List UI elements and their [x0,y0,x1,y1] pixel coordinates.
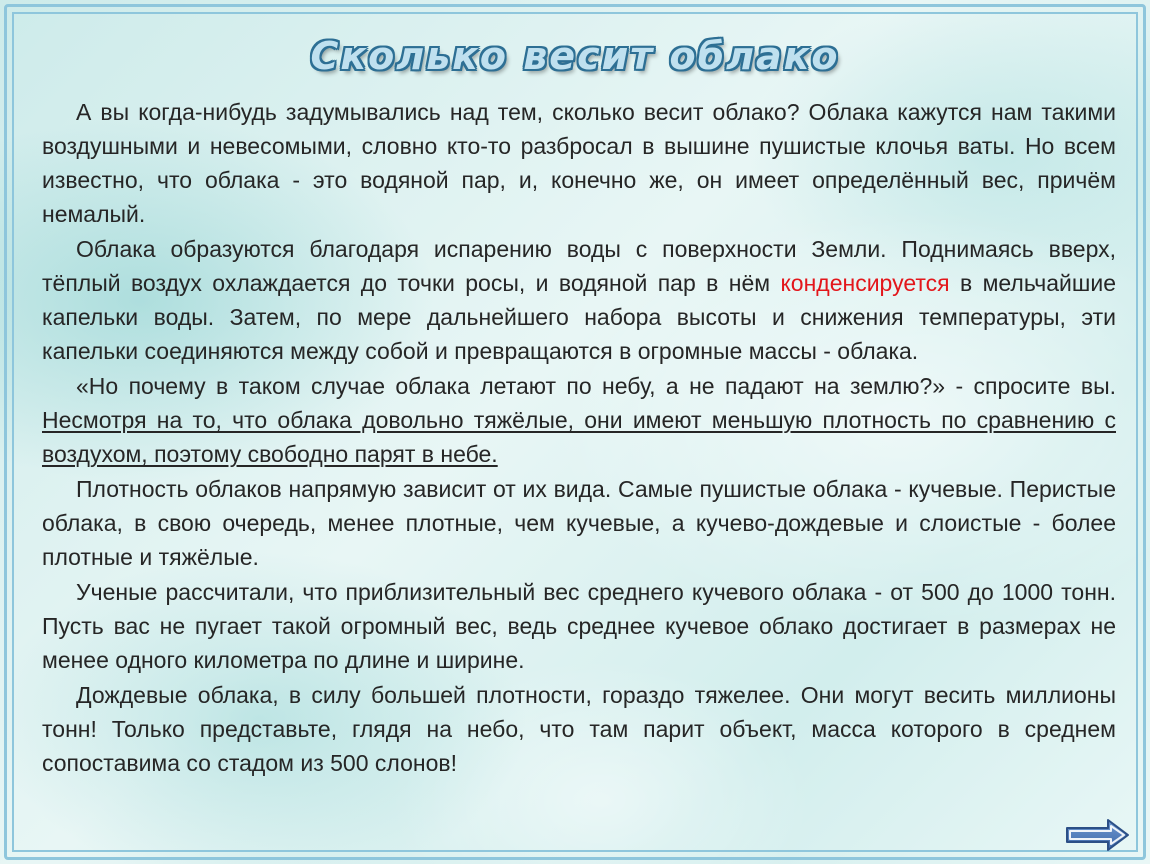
paragraph-weight: Ученые рассчитали, что приблизительный вес среднего кучевого облака - от 500 до 1000 тонн. Пусть вас не пугает такой огромный вес, ведь среднее кучевое облако достигает в размерах не менее одного километра по длине и ширине. [42,579,1116,673]
underlined-answer: Несмотря на то, что облака довольно тяжёлые, они имеют меньшую плотность по сравнению с воздухом, поэтому свободно парят в небе. [42,407,1116,467]
paragraph-formation [42,232,1116,368]
paragraph-question [42,369,1116,471]
paragraph-question-text: «Но почему в таком случае облака летают по небу, а не падают на землю?» - спросите вы. [76,373,1116,399]
paragraph-rain-clouds: Дождевые облака, в силу большей плотности, гораздо тяжелее. Они могут весить миллионы тонн! Только представьте, глядя на небо, что там парит объект, масса которого в среднем сопоставима со стадом из 500 слонов! [42,682,1116,776]
paragraph-formation-text-end: в мельчайшие капельки воды. Затем, по мере дальнейшего набора высоты и снижения температуры, эти капельки соединяются между собой и превращаются в огромные массы - облака. [42,270,1116,364]
next-slide-button[interactable] [1064,816,1132,854]
right-arrow-icon [1064,816,1132,854]
highlighted-term: конденсируется [780,270,950,296]
paragraph-intro: А вы когда-нибудь задумывались над тем, сколько весит облако? Облака кажутся нам такими воздушными и невесомыми, словно кто-то разбросал в вышине пушистые клочья ваты. Но всем известно, что облака - это водяной пар, и, конечно же, он имеет определённый вес, причём немалый. [42,99,1116,227]
slide-title: Сколько весит облако [310,34,840,78]
article-body [42,95,1116,781]
paragraph-formation-text-start: Облака образуются благодаря испарению воды с поверхности Земли. Поднимаясь вверх, тёплый воздух охлаждается до точки росы, и водяной пар в нём [42,236,1116,296]
paragraph-density: Плотность облаков напрямую зависит от их вида. Самые пушистые облака - кучевые. Перистые облака, в свою очередь, менее плотные, чем кучевые, а кучево-дождевые и слоистые - более плотные и тяжёлые. [42,476,1116,570]
